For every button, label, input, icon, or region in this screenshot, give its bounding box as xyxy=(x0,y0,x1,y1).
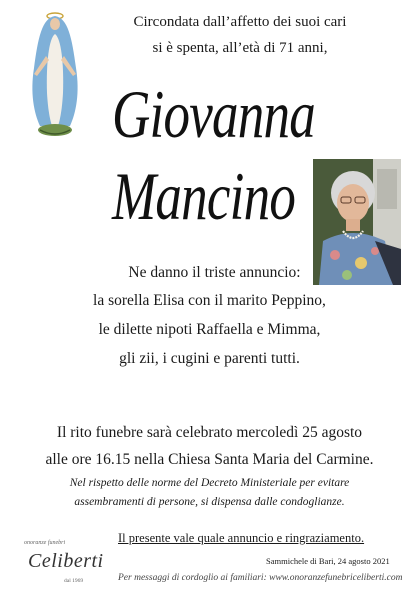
deceased-last-name: Mancino xyxy=(112,158,296,234)
funeral-rite-line-1: Il rito funebre sarà celebrato mercoledì 25 agosto xyxy=(56,424,363,441)
place-and-date: Sammichele di Bari, 24 agosto 2021 xyxy=(266,556,390,566)
condolence-contact-line: Per messaggi di cordoglio ai familiari: www.onoranzefunebriceliberti.com xyxy=(118,573,403,583)
announcement-line-2: la sorella Elisa con il marito Peppino, xyxy=(93,292,326,309)
announcement-line-3: le dilette nipoti Raffaella e Mimma, xyxy=(98,321,321,338)
closing-statement: Il presente vale quale annuncio e ringraziamento. xyxy=(118,531,365,545)
announcement-line-4: gli zii, i cugini e parenti tutti. xyxy=(119,350,300,367)
decree-note-line-1: Nel rispetto delle norme del Decreto Ministeriale per evitare xyxy=(69,477,350,489)
announcement-line-1: Ne danno il triste annuncio: xyxy=(128,264,301,281)
intro-line-1: Circondata dall’affetto dei suoi cari xyxy=(133,14,347,30)
decree-note-line-2: assembramenti di persone, si dispensa dalle condoglianze. xyxy=(74,496,345,508)
logo-name: Celiberti xyxy=(28,550,104,572)
funeral-rite-line-2: alle ore 16.15 nella Chiesa Santa Maria del Carmine. xyxy=(45,451,374,468)
deceased-first-name: Giovanna xyxy=(112,76,315,152)
intro-line-2: si è spenta, all’età di 71 anni, xyxy=(152,40,328,56)
logo-tagline: onoranze funebri xyxy=(24,540,66,546)
madonna-statue-image xyxy=(22,8,88,140)
celiberti-logo xyxy=(18,540,104,590)
logo-since: dal 1969 xyxy=(64,578,84,584)
